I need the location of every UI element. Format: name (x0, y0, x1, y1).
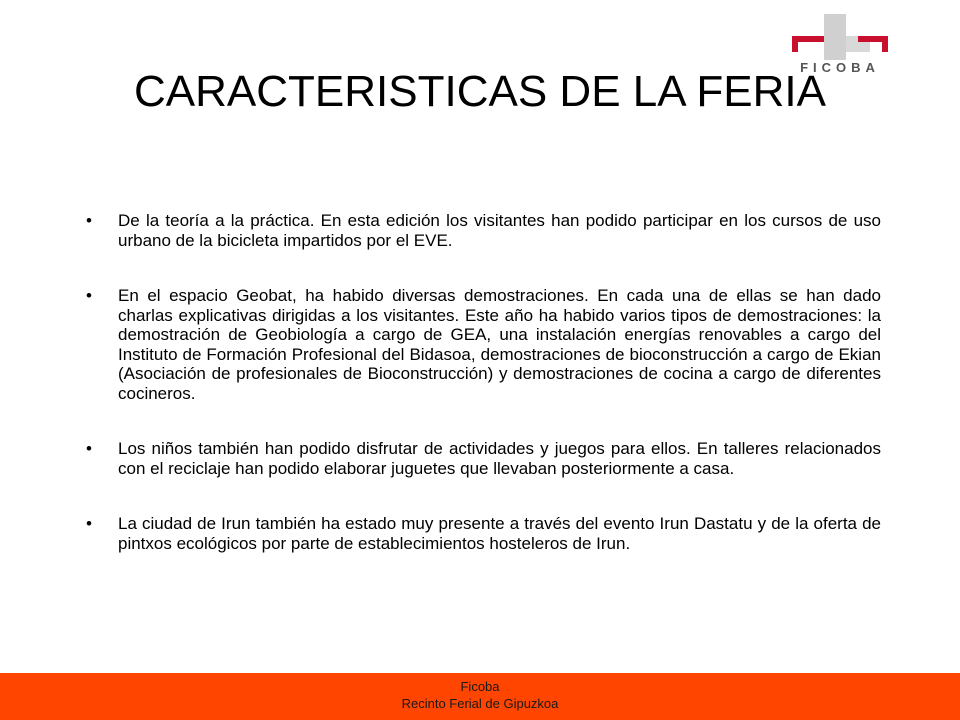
bullet-list (86, 211, 881, 553)
logo-gray-square (824, 14, 846, 60)
bullet-marker: • (86, 286, 92, 305)
bullet-item (86, 439, 881, 478)
footer-bar (0, 673, 960, 720)
bullet-item (86, 514, 881, 553)
bullet-marker: • (86, 211, 92, 230)
page-title: CARACTERISTICAS DE LA FERIA (134, 67, 826, 116)
bullet-item (86, 286, 881, 403)
bullet-marker: • (86, 514, 92, 533)
bullet-text: La ciudad de Irun también ha estado muy presente a través del evento Irun Dastatu y de la oferta de pintxos ecológicos por parte de establecimientos hosteleros de Irun. (118, 514, 881, 553)
bullet-item (86, 211, 881, 250)
bullet-text: De la teoría a la práctica. En esta edición los visitantes han podido participar en los cursos de uso urbano de la bicicleta impartidos por el EVE. (118, 211, 881, 250)
logo-red-left-bracket (792, 36, 824, 52)
bullet-marker: • (86, 439, 92, 458)
bullet-text: En el espacio Geobat, ha habido diversas demostraciones. En cada una de ellas se han dado charlas explicativas dirigidas a los visitantes. Este año ha habido varios tipos de demostraciones: la demostración de Geobiología a cargo de GEA, una instalación energías renovables a cargo del Instituto de Formación Profesional del Bidasoa, demostraciones de bioconstrucción a cargo de Ekian (Asociación de profesionales de Bioconstrucción) y demostraciones de cocina a cargo de diferentes cocineros. (118, 286, 881, 403)
footer-line-2: Recinto Ferial de Gipuzkoa (401, 696, 559, 711)
footer-line-1: Ficoba (460, 679, 500, 694)
bullet-text: Los niños también han podido disfrutar de actividades y juegos para ellos. En talleres relacionados con el reciclaje han podido elaborar juguetes que llevaban posteriormente a casa. (118, 439, 881, 478)
logo-wordmark: FICOBA (800, 60, 880, 75)
